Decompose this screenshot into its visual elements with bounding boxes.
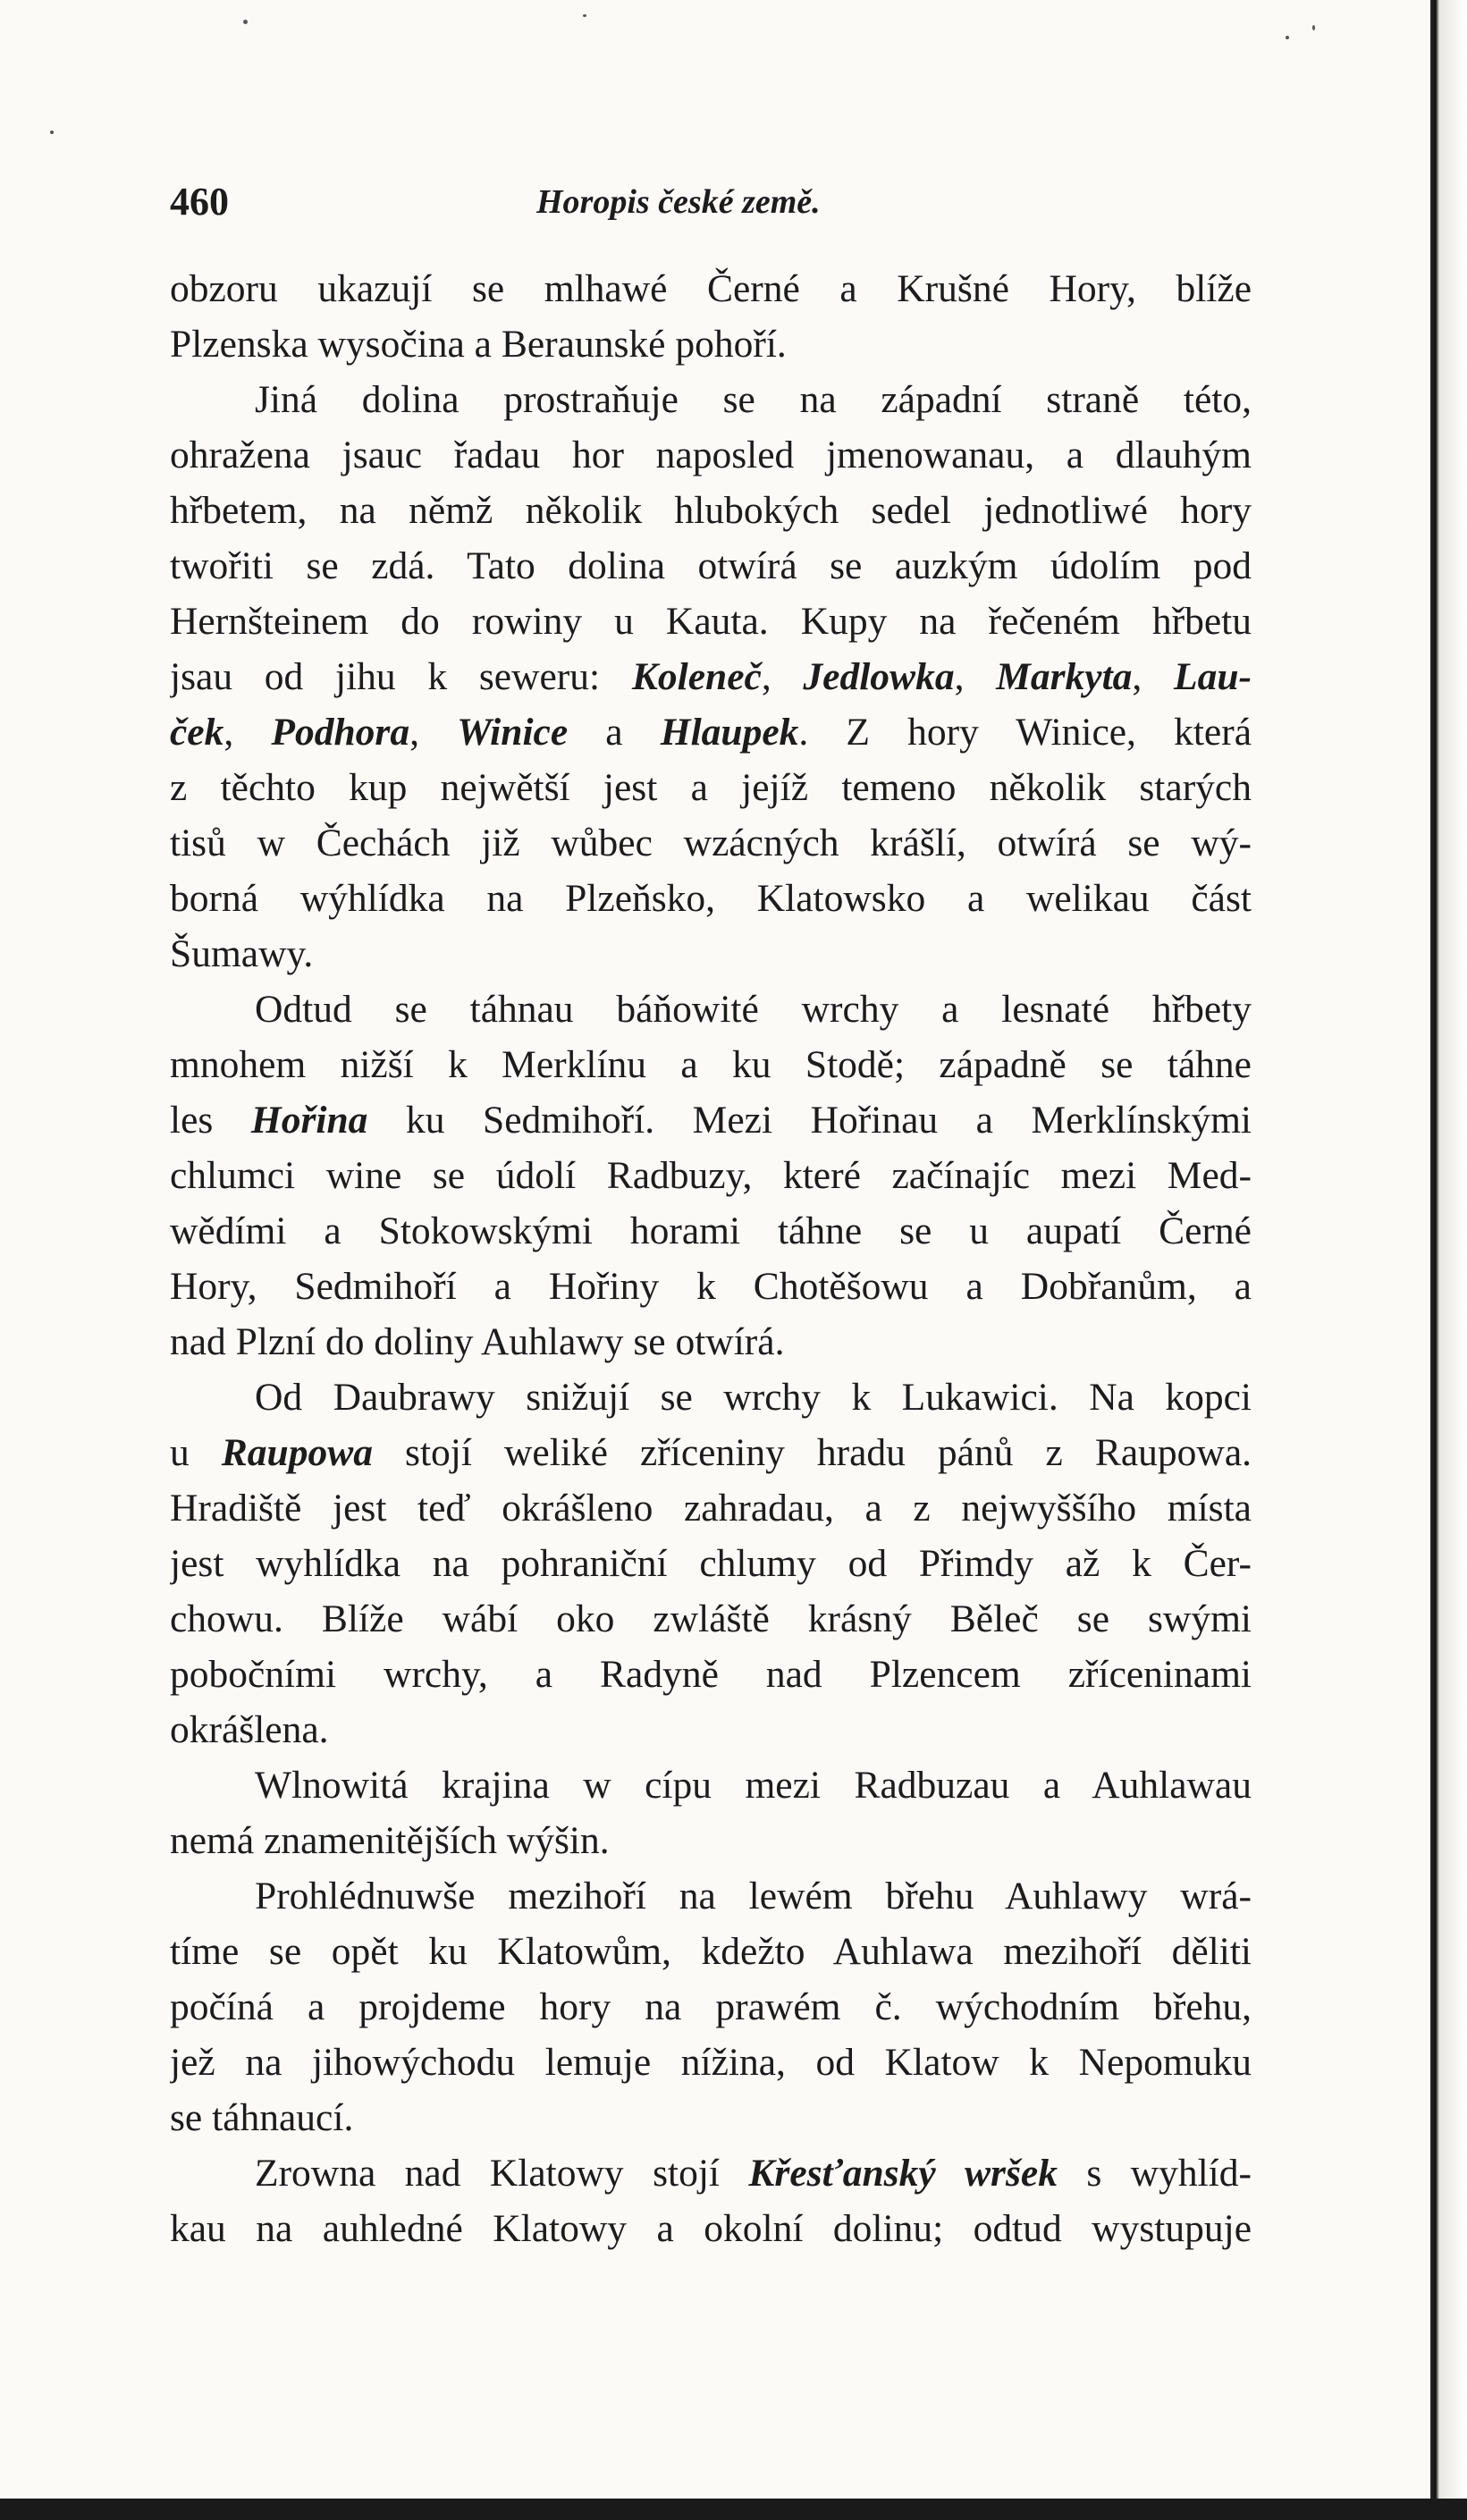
italic-term: Lau- bbox=[1174, 655, 1252, 698]
text-line bbox=[170, 1536, 1252, 1591]
text-segment: nemá znamenitějších wýšin. bbox=[170, 1819, 610, 1862]
text-segment: jež na jihowýchodu lemuje nížina, od Klatow k Nepomuku bbox=[170, 2041, 1252, 2084]
text-line bbox=[170, 649, 1252, 704]
text-line bbox=[170, 483, 1252, 538]
italic-term: Hlaupek bbox=[660, 711, 799, 754]
text-line bbox=[170, 1868, 1252, 1924]
italic-term: ček bbox=[170, 711, 224, 754]
text-segment: . Z hory Winice, která bbox=[798, 711, 1252, 754]
text-segment: , bbox=[761, 655, 804, 698]
text-segment: , bbox=[1132, 655, 1175, 698]
text-segment: twořiti se zdá. Tato dolina otwírá se auzkým údolím pod bbox=[170, 544, 1252, 587]
text-line bbox=[170, 1813, 1252, 1868]
text-line bbox=[170, 1037, 1252, 1092]
paper-speck bbox=[1312, 25, 1315, 30]
text-segment: Hory, Sedmihoří a Hořiny k Chotěšowu a Dobřanům, a bbox=[170, 1265, 1252, 1308]
text-line bbox=[170, 1203, 1252, 1259]
text-segment: u bbox=[170, 1431, 222, 1474]
text-line bbox=[170, 1148, 1252, 1203]
paper-speck bbox=[243, 20, 248, 24]
text-segment: z těchto kup nejwětší jest a jejíž temeno několik starých bbox=[170, 766, 1252, 809]
text-segment: pobočními wrchy, a Radyně nad Plzencem zříceninami bbox=[170, 1653, 1252, 1696]
text-segment: se táhnaucí. bbox=[170, 2096, 354, 2139]
text-segment: hřbetem, na němž několik hlubokých sedel jednotliwé hory bbox=[170, 489, 1252, 532]
text-line bbox=[170, 2035, 1252, 2090]
page-bottom-edge bbox=[0, 2499, 1467, 2520]
text-segment: jsau od jihu k seweru: bbox=[170, 655, 632, 698]
text-line bbox=[170, 1259, 1252, 1314]
text-line bbox=[170, 1979, 1252, 2035]
text-line bbox=[170, 1425, 1252, 1480]
text-segment: Hradiště jest teď okrášleno zahradau, a z nejwyššího místa bbox=[170, 1487, 1252, 1530]
text-line bbox=[170, 2201, 1252, 2256]
text-segment: ku Sedmihoří. Mezi Hořinau a Merklínskými bbox=[367, 1099, 1252, 1142]
text-line bbox=[170, 2145, 1252, 2201]
italic-term: Hořina bbox=[250, 1099, 368, 1142]
paper-speck bbox=[583, 14, 586, 17]
text-segment: okrášlena. bbox=[170, 1708, 329, 1751]
text-segment: Šumawy. bbox=[170, 932, 314, 975]
text-line bbox=[170, 261, 1252, 316]
text-line bbox=[170, 1314, 1252, 1370]
text-line bbox=[170, 926, 1252, 982]
text-segment: borná wýhlídka na Plzeňsko, Klatowsko a welikau část bbox=[170, 877, 1252, 920]
text-segment: kau na auhledné Klatowy a okolní dolinu; odtud wystupuje bbox=[170, 2207, 1252, 2250]
text-line bbox=[170, 594, 1252, 649]
text-line bbox=[170, 1702, 1252, 1757]
text-line bbox=[170, 1370, 1252, 1425]
text-segment: , bbox=[954, 655, 997, 698]
page-edge bbox=[1430, 0, 1467, 2520]
italic-term: Jedlowka bbox=[803, 655, 955, 698]
page-number: 460 bbox=[170, 180, 229, 223]
italic-term: Markyta bbox=[996, 655, 1133, 698]
text-line bbox=[170, 1480, 1252, 1536]
text-segment: obzoru ukazují se mlhawé Černé a Krušné Hory, blíže bbox=[170, 267, 1252, 310]
text-segment: stojí weliké zříceniny hradu pánů z Raupowa. bbox=[373, 1431, 1252, 1474]
text-segment: chowu. Blíže wábí oko zwláště krásný Běleč se swými bbox=[170, 1597, 1252, 1640]
paper-speck bbox=[50, 131, 54, 134]
text-segment: Prohlédnuwše mezihoří na lewém břehu Auhlawy wrá- bbox=[255, 1875, 1252, 1917]
text-segment: tisů w Čechách již wůbec wzácných krášlí, otwírá se wý- bbox=[170, 822, 1252, 864]
text-segment: Od Daubrawy snižují se wrchy k Lukawici. Na kopci bbox=[255, 1376, 1252, 1419]
running-head bbox=[170, 175, 1252, 229]
text-line bbox=[170, 760, 1252, 815]
text-line bbox=[170, 1757, 1252, 1813]
italic-term: Winice bbox=[457, 711, 569, 754]
text-segment: Jiná dolina prostraňuje se na západní straně této, bbox=[255, 378, 1252, 421]
paper-speck bbox=[1286, 36, 1289, 39]
body-text bbox=[170, 261, 1252, 2256]
text-segment: a bbox=[568, 711, 661, 754]
text-segment: Zrowna nad Klatowy stojí bbox=[255, 2152, 749, 2195]
italic-term: Podhora bbox=[271, 711, 410, 754]
text-line bbox=[170, 1591, 1252, 1647]
text-line bbox=[170, 427, 1252, 483]
text-line bbox=[170, 2090, 1252, 2145]
text-segment: tíme se opět ku Klatowům, kdežto Auhlawa mezihoří děliti bbox=[170, 1930, 1252, 1973]
text-segment: s wyhlíd- bbox=[1057, 2152, 1252, 2195]
text-line bbox=[170, 1924, 1252, 1979]
text-line bbox=[170, 1647, 1252, 1702]
text-segment: , bbox=[409, 711, 458, 754]
text-segment: Wlnowitá krajina w cípu mezi Radbuzau a Auhlawau bbox=[255, 1764, 1252, 1807]
text-segment: , bbox=[223, 711, 272, 754]
text-segment: Hernšteinem do rowiny u Kauta. Kupy na řečeném hřbetu bbox=[170, 600, 1252, 643]
text-line bbox=[170, 372, 1252, 427]
text-segment: chlumci wine se údolí Radbuzy, které začínajíc mezi Med- bbox=[170, 1154, 1252, 1197]
text-line bbox=[170, 1092, 1252, 1148]
italic-term: Raupowa bbox=[221, 1431, 374, 1474]
text-segment: jest wyhlídka na pohraniční chlumy od Přimdy až k Čer- bbox=[170, 1542, 1252, 1585]
italic-term: Křesťanský wršek bbox=[748, 2152, 1058, 2195]
text-line bbox=[170, 704, 1252, 760]
text-line bbox=[170, 982, 1252, 1037]
text-line bbox=[170, 815, 1252, 871]
text-segment: Plzenska wysočina a Beraunské pohoří. bbox=[170, 323, 787, 366]
running-title: Horopis české země. bbox=[536, 183, 821, 221]
text-segment: nad Plzní do doliny Auhlawy se otwírá. bbox=[170, 1320, 785, 1363]
italic-term: Koleneč bbox=[631, 655, 762, 698]
text-segment: Odtud se táhnau báňowité wrchy a lesnaté hřbety bbox=[255, 988, 1252, 1031]
text-line bbox=[170, 871, 1252, 926]
text-segment: wědími a Stokowskými horami táhne se u aupatí Černé bbox=[170, 1209, 1252, 1252]
text-segment: počíná a projdeme hory na prawém č. wýchodním břehu, bbox=[170, 1985, 1252, 2028]
text-segment: les bbox=[170, 1099, 251, 1142]
text-segment: ohražena jsauc řadau hor naposled jmenowanau, a dlauhým bbox=[170, 434, 1252, 476]
text-line bbox=[170, 316, 1252, 372]
text-segment: mnohem nižší k Merklínu a ku Stodě; západně se táhne bbox=[170, 1043, 1252, 1086]
text-line bbox=[170, 538, 1252, 594]
